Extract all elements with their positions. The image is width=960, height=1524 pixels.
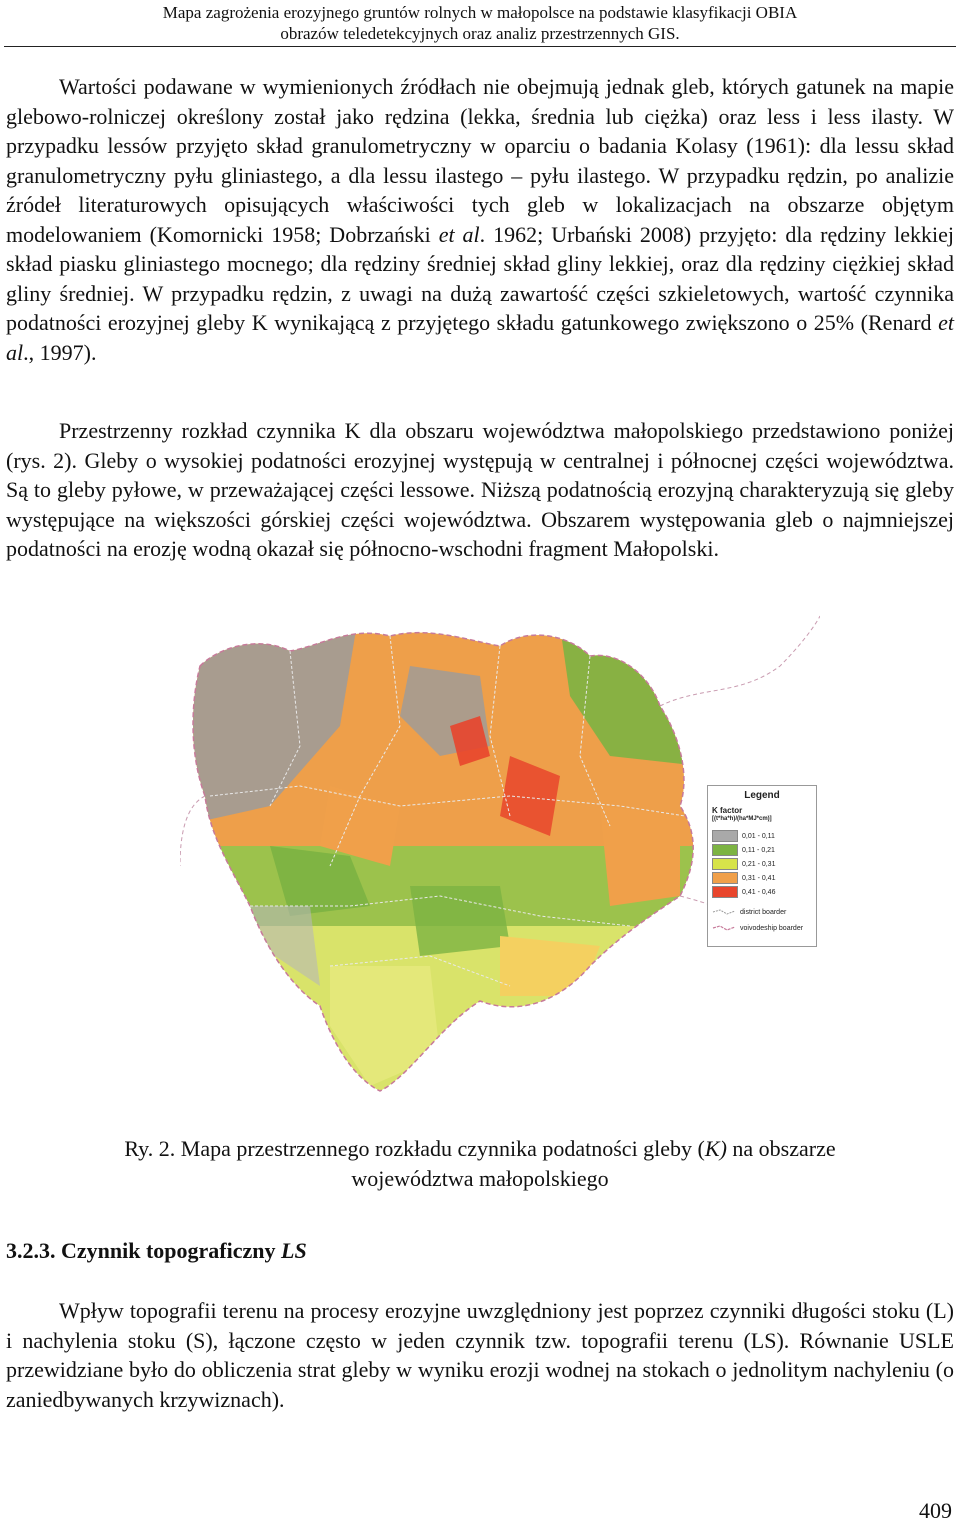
legend-item-label: district boarder: [740, 908, 787, 916]
legend-item-label: 0,01 - 0,11: [742, 832, 775, 840]
legend-swatch: [712, 886, 738, 898]
legend-item: [712, 906, 786, 918]
legend-unit-label: [(t*ha*h)/(ha*MJ*cm)]: [712, 816, 772, 822]
legend-item-label: 0,31 - 0,41: [742, 874, 776, 882]
legend-item: [712, 844, 775, 856]
paragraph-topography: [6, 1296, 954, 1414]
running-header: [0, 2, 960, 44]
paragraph-soil-composition: [6, 72, 954, 367]
paragraph-text-part: Wartości podawane w wymienionych źródłach nie obejmują jednak gleb, których gatunek na mapie glebowo-rolniczej określony został jako rędzina (lekka, średnia lub ciężka) oraz less i less ilasty. W przypadku lessów przyjęto skład granulometryczny w oparciu o badania Kolasy (1961): dla lessu skład granulometryczny pyłu gliniastego, a dla lessu ilastego – pyłu ilastego. W przypadku rędzin, po analizie źródeł literaturowych opisujących właściwości tych gleb w lokalizacjach na obszarze objętym modelowaniem (Komornicki 1958; Dobrzański: [6, 74, 954, 247]
header-rule: [4, 46, 956, 47]
citation-et-al: et al: [6, 310, 954, 365]
page-number: 409: [919, 1498, 952, 1523]
caption-text: Ry. 2. Mapa przestrzennego rozkładu czynnika podatności gleby (: [124, 1136, 705, 1161]
legend-item: [712, 830, 775, 842]
figure-caption: [0, 1134, 960, 1193]
running-header-line1: Mapa zagrożenia erozyjnego gruntów rolnych w małopolsce na podstawie klasyfikacji OBIA: [162, 3, 798, 22]
legend-item: [712, 872, 775, 884]
caption-text: na obszarze: [726, 1136, 836, 1161]
legend-item: [712, 858, 775, 870]
paragraph-text: Przestrzenny rozkład czynnika K dla obszaru województwa małopolskiego przedstawiono poniżej (rys. 2). Gleby o wysokiej podatności erozyjnej występują w centralnej i północnej części województwa. Są to gleby pyłowe, w przeważającej części lessowe. Niższą podatnością erozyjną charakteryzują się gleby występujące na większości górskiej części województwa. Obszarem występowania gleb o najmniejszej podatności na erozję wodną okazał się północno-wschodni fragment Małopolski.: [6, 418, 954, 561]
citation-et-al: et al: [438, 221, 480, 247]
section-heading-symbol: LS: [281, 1238, 307, 1263]
legend-item-label: voivodeship boarder: [740, 924, 804, 932]
legend-item-label: 0,41 - 0,46: [742, 888, 776, 896]
section-heading-text: 3.2.3. Czynnik topograficzny: [6, 1238, 281, 1263]
running-header-line2: obrazów teledetekcyjnych oraz analiz przestrzennych GIS.: [280, 24, 680, 43]
paragraph-text: Wpływ topografii terenu na procesy erozyjne uwzględniony jest poprzez czynniki długości stoku (L) i nachylenia stoku (S), łączone często w jeden czynnik tzw. topografii terenu (LS). Równanie USLE przewidziane było do obliczenia strat gleby w wyniku erozji wodnej na stokach o jednolitym nachyleniu (o zaniedbywanych krzywiznach).: [6, 1298, 954, 1412]
paragraph-k-distribution: [6, 416, 954, 564]
legend-item: [712, 922, 803, 934]
outer-border-w: [180, 796, 205, 866]
district-line-symbol: [712, 907, 736, 917]
caption-line1: [0, 1134, 960, 1164]
legend-swatch: [712, 844, 738, 856]
legend-swatch: [712, 858, 738, 870]
outer-border-ne: [660, 616, 820, 706]
legend-swatch: [712, 872, 738, 884]
caption-symbol: K): [704, 1136, 727, 1161]
legend-title: Legend: [744, 790, 780, 801]
legend-item-label: 0,21 - 0,31: [742, 860, 776, 868]
paragraph-text-part: . 1962; Urbański 2008) przyjęto: dla rędziny lekkiej skład piasku gliniastego mocnego; dla rędziny średniej skład gliny lekkiej, oraz dla rędziny ciężkiej skład gliny średniej. W przypadku rędzin, z uwagi na dużą zawartość części szkieletowych, wartość czynnika podatności erozyjnej gleby K wynikającą z przyjętego składu gatunkowego zwiększono o 25% (Renard: [6, 221, 954, 335]
legend-swatch: [712, 830, 738, 842]
section-heading: [6, 1238, 307, 1264]
legend-item-label: 0,11 - 0,21: [742, 846, 775, 854]
paragraph-text-part: ., 1997).: [23, 339, 97, 365]
legend-item: [712, 886, 775, 898]
map-legend: [707, 785, 817, 947]
caption-line2: województwa małopolskiego: [351, 1165, 609, 1191]
legend-factor-label: K factor: [712, 806, 743, 815]
voivodeship-line-symbol: [712, 923, 736, 933]
